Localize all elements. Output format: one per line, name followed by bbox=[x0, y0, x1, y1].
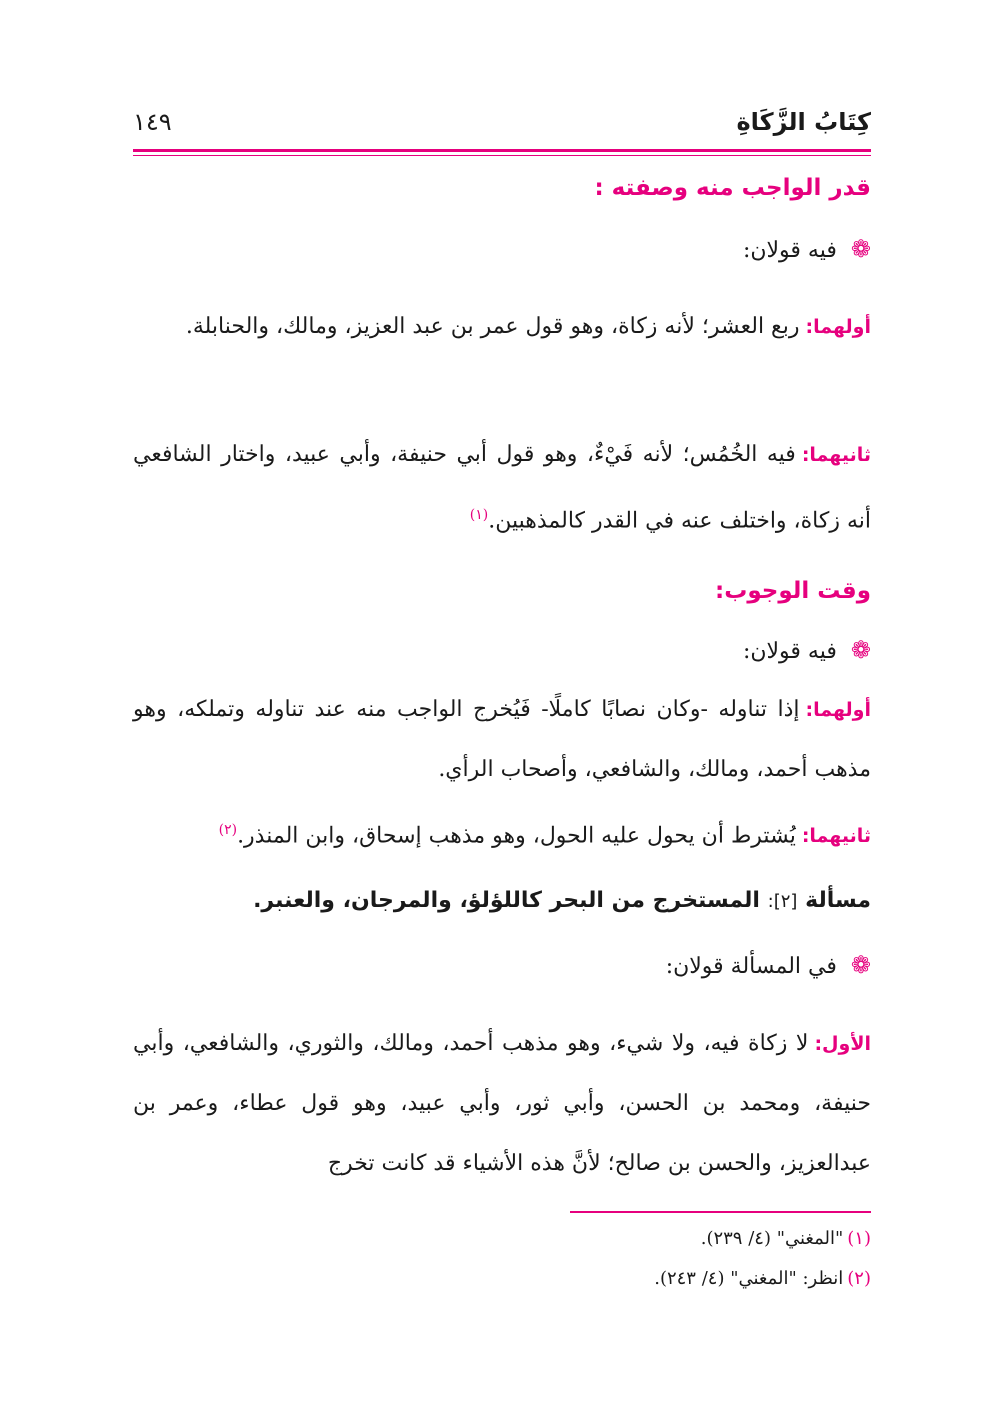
paragraph bbox=[133, 425, 871, 551]
bullet-text: فيه قولان: bbox=[742, 639, 837, 664]
masala-number: [٢]: bbox=[767, 891, 798, 912]
footnote-reference[interactable]: (٢) bbox=[218, 822, 238, 838]
footnote bbox=[701, 1228, 871, 1249]
paragraph-text: يُشترط أن يحول عليه الحول، وهو مذهب إسحاق، وابن المنذر. bbox=[237, 823, 796, 849]
bullet-line bbox=[133, 636, 871, 664]
paragraph-text: فيه الخُمُس؛ لأنه فَيْءٌ، وهو قول أبي حنيفة، وأبي عبيد، واختار الشافعي أنه زكاة، واختلف عنه في القدر كالمذهبين. bbox=[133, 442, 871, 534]
header-rule-thin bbox=[133, 155, 871, 156]
footnote-text: "المغني" (٤/ ٢٣٩). bbox=[700, 1228, 844, 1249]
footnote-number: (٢) bbox=[847, 1268, 871, 1289]
section-heading-time: وقت الوجوب: bbox=[715, 578, 871, 604]
footnote-text: انظر: "المغني" (٤/ ٢٤٣). bbox=[654, 1268, 844, 1289]
paragraph-text: إذا تناوله -وكان نصابًا كاملًا- فَيُخرج الواجب منه عند تناوله وتملكه، وهو مذهب أحمد، ومالك، والشافعي، وأصحاب الرأي. bbox=[133, 697, 871, 782]
page-header bbox=[133, 108, 871, 148]
paragraph bbox=[133, 1014, 871, 1194]
flower-ornament-icon: ❁ bbox=[850, 235, 871, 263]
bullet-line bbox=[133, 235, 871, 263]
paragraph bbox=[133, 680, 871, 800]
paragraph-text: لا زكاة فيه، ولا شيء، وهو مذهب أحمد، ومالك، والثوري، والشافعي، وأبي حنيفة، ومحمد بن الحسن، وأبي ثور، وأبي عبيد، وهو قول عطاء، وعمر بن عبدالعزيز، والحسن بن صالح؛ لأنَّ هذه الأشياء قد كانت تخرج bbox=[133, 1031, 871, 1176]
masala-heading bbox=[133, 888, 871, 913]
page-number: ١٤٩ bbox=[133, 108, 172, 136]
footnote bbox=[654, 1268, 871, 1289]
flower-ornament-icon: ❁ bbox=[850, 636, 871, 664]
paragraph-text: ربع العشر؛ لأنه زكاة، وهو قول عمر بن عبد العزيز، ومالك، والحنابلة. bbox=[185, 314, 800, 339]
bullet-line bbox=[133, 951, 871, 979]
masala-prefix: مسألة bbox=[805, 888, 871, 913]
paragraph bbox=[133, 800, 871, 866]
masala-title: المستخرج من البحر كاللؤلؤ، والمرجان، والعنبر. bbox=[253, 888, 760, 913]
bullet-text: فيه قولان: bbox=[742, 238, 837, 263]
flower-ornament-icon: ❁ bbox=[850, 951, 871, 979]
paragraph-label: أولهما: bbox=[805, 316, 871, 338]
paragraph-label: ثانيهما: bbox=[801, 444, 871, 466]
section-heading-amount: قدر الواجب منه وصفته : bbox=[594, 175, 871, 201]
paragraph-label: ثانيهما: bbox=[801, 825, 871, 848]
header-rule bbox=[133, 149, 871, 152]
footnote-reference[interactable]: (١) bbox=[469, 507, 489, 523]
footnote-rule bbox=[570, 1211, 871, 1213]
paragraph bbox=[133, 297, 871, 357]
bullet-text: في المسألة قولان: bbox=[665, 954, 837, 979]
paragraph-label: أولهما: bbox=[805, 699, 871, 721]
book-title: كِتَابُ الزَّكَاةِ bbox=[736, 108, 871, 136]
paragraph-label: الأول: bbox=[814, 1033, 871, 1055]
footnote-number: (١) bbox=[847, 1228, 871, 1249]
